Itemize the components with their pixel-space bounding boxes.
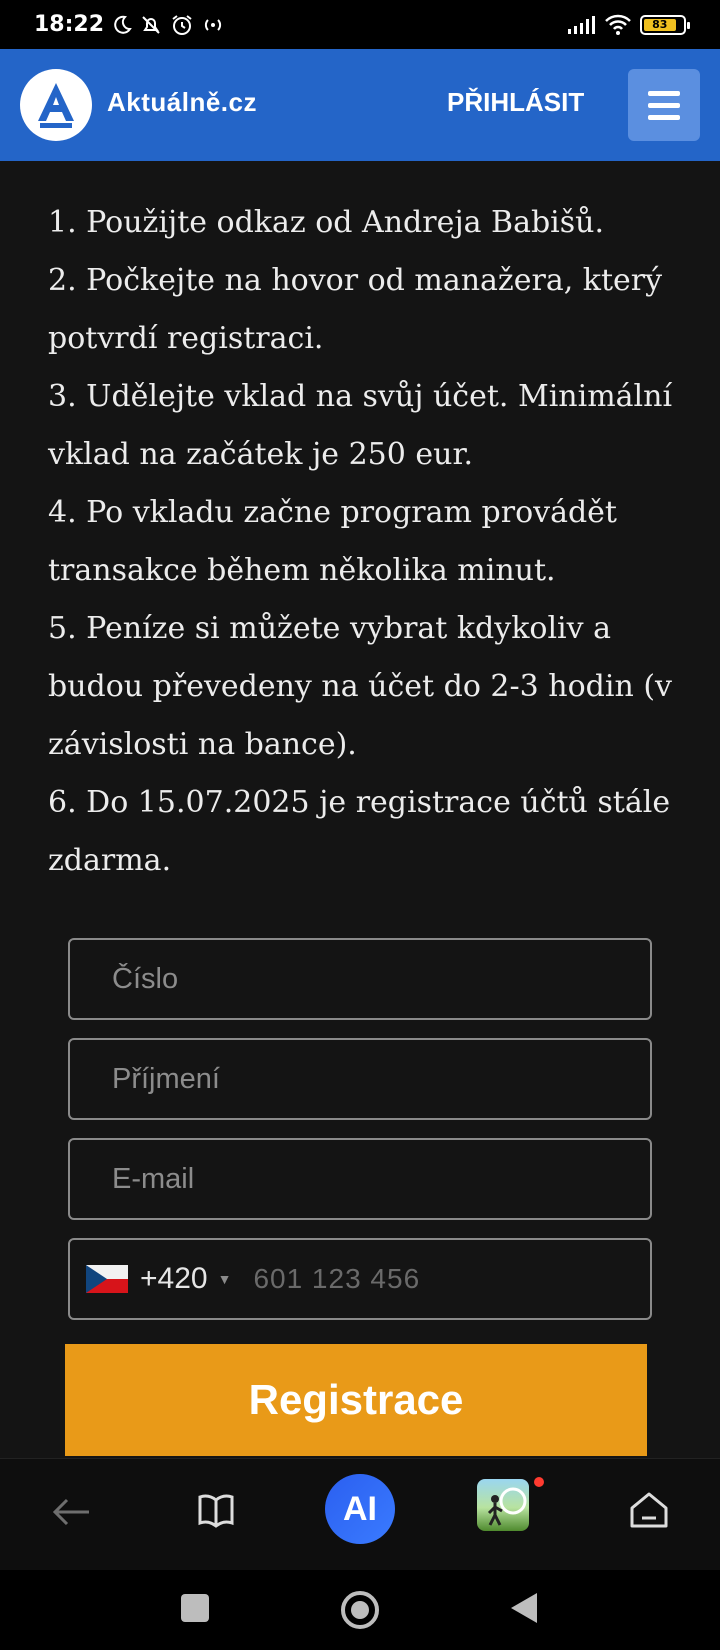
step-item: 6. Do 15.07.2025 je registrace účtů stále zdarma. <box>48 785 671 878</box>
notification-dot <box>534 1477 544 1487</box>
game-app-icon[interactable] <box>477 1479 529 1531</box>
back-triangle-icon[interactable] <box>506 1590 542 1626</box>
ai-label: AI <box>343 1489 377 1528</box>
step-item: 3. Udělejte vklad na svůj účet. Minimální vklad na začátek je 250 eur. <box>48 379 673 472</box>
hamburger-icon <box>648 91 680 96</box>
book-icon[interactable] <box>193 1487 239 1533</box>
hotspot-icon <box>202 15 224 35</box>
recents-icon[interactable] <box>180 1593 210 1623</box>
system-nav-bar <box>0 1570 720 1650</box>
logo-a-icon <box>28 77 84 133</box>
menu-button[interactable] <box>628 69 700 141</box>
steps-list <box>48 194 688 890</box>
first-name-input[interactable] <box>112 963 650 996</box>
browser-bottom-bar <box>0 1458 720 1570</box>
status-bar <box>0 0 720 49</box>
signal-icon <box>566 15 596 35</box>
phone-input[interactable] <box>253 1263 650 1295</box>
site-header <box>0 49 720 161</box>
step-item: 5. Peníze si můžete vybrat kdykoliv a budou převedeny na účet do 2-3 hodin (v závislosti na bance). <box>48 611 672 762</box>
step-item: 4. Po vkladu začne program provádět transakce během několika minut. <box>48 495 617 588</box>
battery-icon <box>640 15 686 35</box>
email-field[interactable] <box>68 1138 652 1220</box>
ai-assistant-button[interactable] <box>325 1474 395 1544</box>
register-button[interactable]: Registrace <box>65 1344 647 1456</box>
home-icon[interactable] <box>624 1485 674 1535</box>
alarm-icon <box>170 13 194 37</box>
czech-flag-icon[interactable] <box>86 1265 128 1293</box>
battery-level: 83 <box>644 19 676 31</box>
email-input[interactable] <box>112 1163 650 1196</box>
login-button[interactable]: PŘIHLÁSIT <box>447 87 585 117</box>
wifi-icon <box>604 14 632 36</box>
site-name[interactable]: Aktuálně.cz <box>107 87 257 117</box>
step-item: 2. Počkejte na hovor od manažera, který potvrdí registraci. <box>48 263 663 356</box>
bell-off-icon <box>140 14 162 36</box>
phone-field[interactable] <box>68 1238 652 1320</box>
step-item: 1. Použijte odkaz od Andreja Babišů. <box>48 205 605 240</box>
caret-down-icon[interactable]: ▼ <box>217 1271 232 1287</box>
last-name-field[interactable] <box>68 1038 652 1120</box>
dial-code[interactable]: +420 <box>140 1262 208 1295</box>
home-circle-icon[interactable] <box>340 1590 380 1630</box>
status-time: 18:22 <box>34 12 105 37</box>
moon-icon <box>112 15 132 35</box>
first-name-field[interactable] <box>68 938 652 1020</box>
last-name-input[interactable] <box>112 1063 650 1096</box>
back-arrow-icon[interactable] <box>48 1489 94 1535</box>
site-logo[interactable] <box>20 69 92 141</box>
